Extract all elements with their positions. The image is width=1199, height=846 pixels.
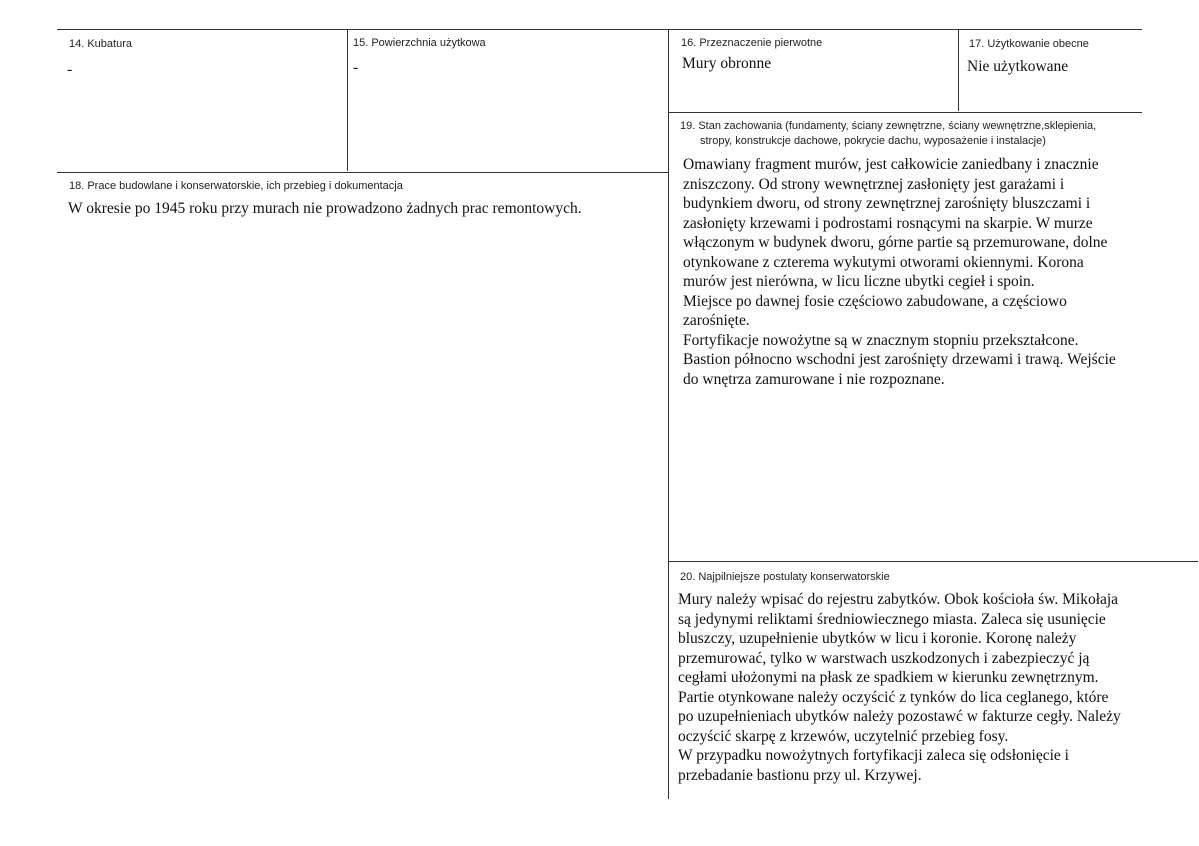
stan-label-line2: stropy, konstrukcje dachowe, pokrycie dachu, wyposażenie i instalacje)	[700, 135, 1046, 147]
postulaty-label: 20. Najpilniejsze postulaty konserwatorskie	[680, 571, 890, 583]
row-divider-18	[57, 172, 668, 173]
kubatura-label: 14. Kubatura	[69, 38, 132, 50]
uzytkowanie-label: 17. Użytkowanie obecne	[969, 38, 1089, 50]
przeznaczenie-value: Mury obronne	[682, 55, 772, 72]
row-divider-20	[668, 561, 1198, 562]
form-top-border	[57, 29, 1142, 30]
stan-text: Omawiany fragment murów, jest całkowicie zaniedbany i znacznie zniszczony. Od strony wewnętrznej zasłonięty jest garażami i budynkiem dworu, od strony zewnętrznej zarośnięty bluszczami i zasłonięty krzewami i podrostami rosnącymi na skarpie. W murze włączonym w budynek dworu, górne partie są przemurowane, dolne otynkowane z czterema wykutymi otworami okiennymi. Korona murów jest nierówna, w licu liczne ubytki cegieł i spoin. Miejsce po dawnej fosie częściowo zabudowane, a częściowo zarośnięte. Fortyfikacje nowożytne są w znacznym stopniu przekształcone. Bastion północno wschodni jest zarośnięty drzewami i trawą. Wejście do wnętrza zamurowane i nie rozpoznane.	[683, 156, 1116, 388]
uzytkowanie-value: Nie użytkowane	[967, 58, 1069, 75]
stan-label-line1: 19. Stan zachowania (fundamenty, ściany zewnętrzne, ściany wewnętrzne,sklepienia,	[680, 120, 1097, 132]
divider-kubatura-powierzchnia	[347, 29, 348, 171]
divider-left-half	[668, 29, 669, 799]
prace-value: W okresie po 1945 roku przy murach nie prowadzono żadnych prac remontowych.	[68, 200, 582, 217]
kubatura-value: -	[67, 61, 73, 78]
row-divider-19	[668, 112, 1142, 113]
powierzchnia-value: -	[353, 59, 359, 76]
powierzchnia-label: 15. Powierzchnia użytkowa	[353, 37, 486, 49]
divider-przeznaczenie-uzytkowanie	[958, 29, 959, 111]
postulaty-text: Mury należy wpisać do rejestru zabytków. Obok kościoła św. Mikołaja są jedynymi reliktami średniowiecznego miasta. Zaleca się usunięcie bluszczy, uzupełnienie ubytków w licu i koronie. Koronę należy przemurować, tylko w warstwach uszkodzonych i zabezpieczyć ją cegłami ułożonymi na płask ze spadkiem w kierunku zewnętrznym. Partie otynkowane należy oczyścić z tynków do lica ceglanego, które po uzupełnieniach ubytków należy pozostawć w fakturze cegły. Należy oczyścić skarpę z krzewów, uczytelnić przebieg fosy. W przypadku nowożytnych fortyfikacji zaleca się odsłonięcie i przebadanie bastionu przy ul. Krzywej.	[678, 591, 1121, 784]
prace-label: 18. Prace budowlane i konserwatorskie, ich przebieg i dokumentacja	[69, 180, 403, 192]
przeznaczenie-label: 16. Przeznaczenie pierwotne	[681, 37, 823, 49]
